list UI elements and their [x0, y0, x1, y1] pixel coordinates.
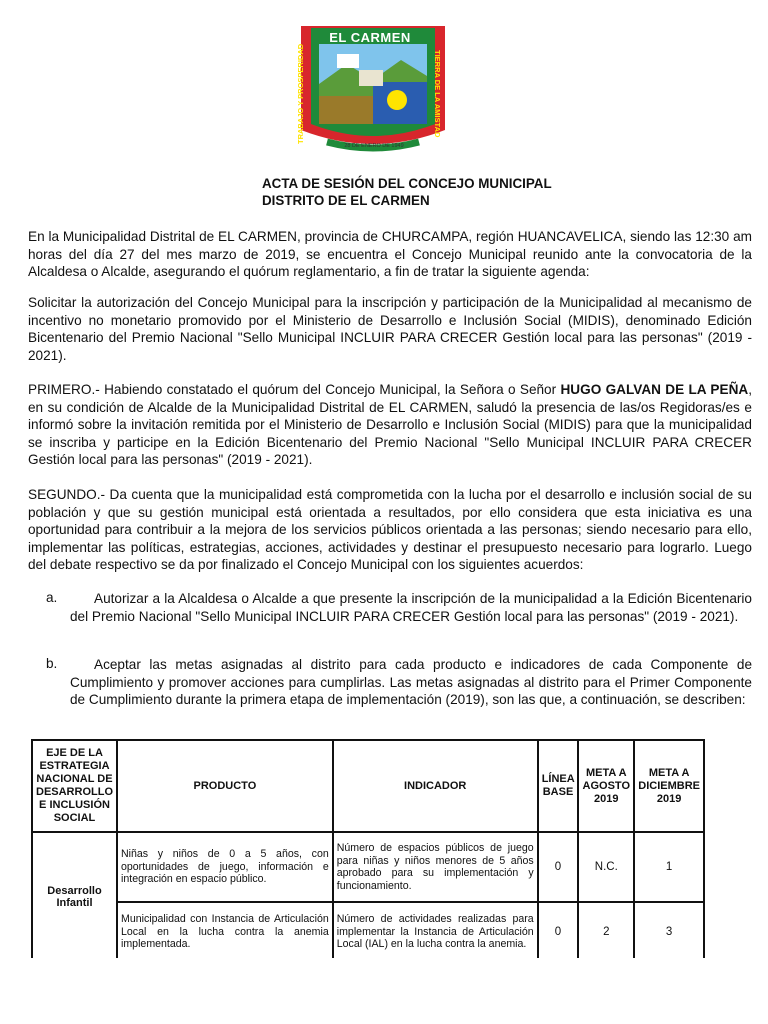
header-meta-agosto: META A AGOSTO 2019 — [578, 740, 634, 832]
primero-paragraph — [28, 381, 752, 469]
mayor-name: HUGO GALVAN DE LA PEÑA — [560, 382, 749, 397]
meta-agosto-cell: N.C. — [578, 832, 634, 902]
primero-text-start: PRIMERO.- Habiendo constatado el quórum del Concejo Municipal, la Señora o Señor — [28, 382, 561, 397]
agenda-paragraph: Solicitar la autorización del Concejo Municipal para la inscripción y participación de la Municipalidad al mecanismo de incentivo no monetario promovido por el Ministerio de Desarrollo e Inclusión Social (MIDIS), denominado Edición Bicentenario del Premio Nacional "Sello Municipal INCLUIR PARA CRECER Gestión local para las personas" (2019 - 2021). — [28, 295, 752, 363]
producto-cell: Municipalidad con Instancia de Articulación Local en la lucha contra la anemia implementada. — [117, 902, 333, 962]
linea-base-cell: 0 — [538, 832, 579, 902]
indicador-cell: Número de espacios públicos de juego para niñas y niños menores de 5 años aprobado para su implementación y funcionamiento. — [333, 832, 538, 902]
crest-bottom-text: 28 DE ENERO DE 1949 — [344, 143, 404, 149]
intro-paragraph: En la Municipalidad Distrital de EL CARMEN, provincia de CHURCAMPA, región HUANCAVELICA, siendo las 12:30 am horas del día 27 del mes marzo de 2019, se encuentra el Concejo Municipal reunido ante la convocatoria de la Alcaldesa o Alcalde, asegurando el quórum reglamentario, a fin de tratar la siguiente agenda: — [28, 229, 752, 279]
table-row — [32, 832, 704, 902]
segundo-paragraph: SEGUNDO.- Da cuenta que la municipalidad está comprometida con la lucha por el desarrollo e inclusión social de su población y que su gestión municipal está orientada a resultados, por ello considera que esta iniciativa es una oportunidad para contribuir a la mejora de los servicios públicos orientada a las personas; siendo necesario para ello, implementar las políticas, estrategias, acciones, actividades y destinar el presupuesto necesario para lograrlo. Luego del debate respectivo se da por finalizado el Concejo Municipal con los siguientes acuerdos: — [28, 487, 752, 572]
acuerdo-a-letter: a. — [46, 590, 58, 605]
header-indicador: INDICADOR — [333, 740, 538, 832]
header-eje: EJE DE LA ESTRATEGIA NACIONAL DE DESARROLLO E INCLUSIÓN SOCIAL — [32, 740, 117, 832]
metas-table — [31, 739, 705, 963]
acuerdo-b-letter: b. — [46, 656, 58, 671]
eje-cell: Desarrollo Infantil — [32, 832, 117, 962]
header-producto: PRODUCTO — [117, 740, 333, 832]
header-linea-base: LÍNEA BASE — [538, 740, 579, 832]
document-title-line-1: ACTA DE SESIÓN DEL CONCEJO MUNICIPAL — [262, 176, 552, 191]
crest-top-text: EL CARMEN — [329, 30, 411, 45]
primero-text-end: , en su condición de Alcalde de la Municipalidad Distrital de EL CARMEN, saludó la presencia de las/os Regidoras/es e informó sobre la invitación remitida por el Ministerio de Desarrollo e Inclusión Social (MIDIS) para que la municipalidad se inscriba y participe en la Edición Bicentenario del Premio Nacional "Sello Municipal INCLUIR PARA CRECER Gestión local para las personas" (2019 - 2021). — [28, 382, 752, 467]
header-meta-diciembre: META A DICIEMBRE 2019 — [634, 740, 704, 832]
meta-diciembre-cell: 1 — [634, 832, 704, 902]
crest-right-motto: TIERRA DE LA AMISTAD — [433, 50, 442, 138]
meta-diciembre-cell: 3 — [634, 902, 704, 962]
document-title-line-2: DISTRITO DE EL CARMEN — [262, 193, 430, 208]
acuerdo-b-text: Aceptar las metas asignadas al distrito para cada producto e indicadores de cada Componente de Cumplimiento y promover acciones para cumplirlas. Las metas asignadas al distrito para el Primer Componente de Cumplimiento durante la primera etapa de implementación (2019), son las que, a continuación, se describen: — [70, 657, 752, 707]
indicador-cell: Número de actividades realizadas para implementar la Instancia de Articulación Local (IAL) en la lucha contra la anemia. — [333, 902, 538, 962]
linea-base-cell: 0 — [538, 902, 579, 962]
table-row — [32, 902, 704, 962]
page-bottom-margin — [0, 958, 768, 1024]
acuerdo-a-text: Autorizar a la Alcaldesa o Alcalde a que presente la inscripción de la municipalidad a la Edición Bicentenario del Premio Nacional "Sello Municipal INCLUIR PARA CRECER Gestión local para las personas" (2019 - 2021). — [70, 591, 752, 624]
table-header-row — [32, 740, 704, 832]
producto-cell: Niñas y niños de 0 a 5 años, con oportunidades de juego, información e integración en espacio público. — [117, 832, 333, 902]
crest-left-motto: TRABAJO Y PROSPERIDAD — [296, 43, 305, 145]
meta-agosto-cell: 2 — [578, 902, 634, 962]
